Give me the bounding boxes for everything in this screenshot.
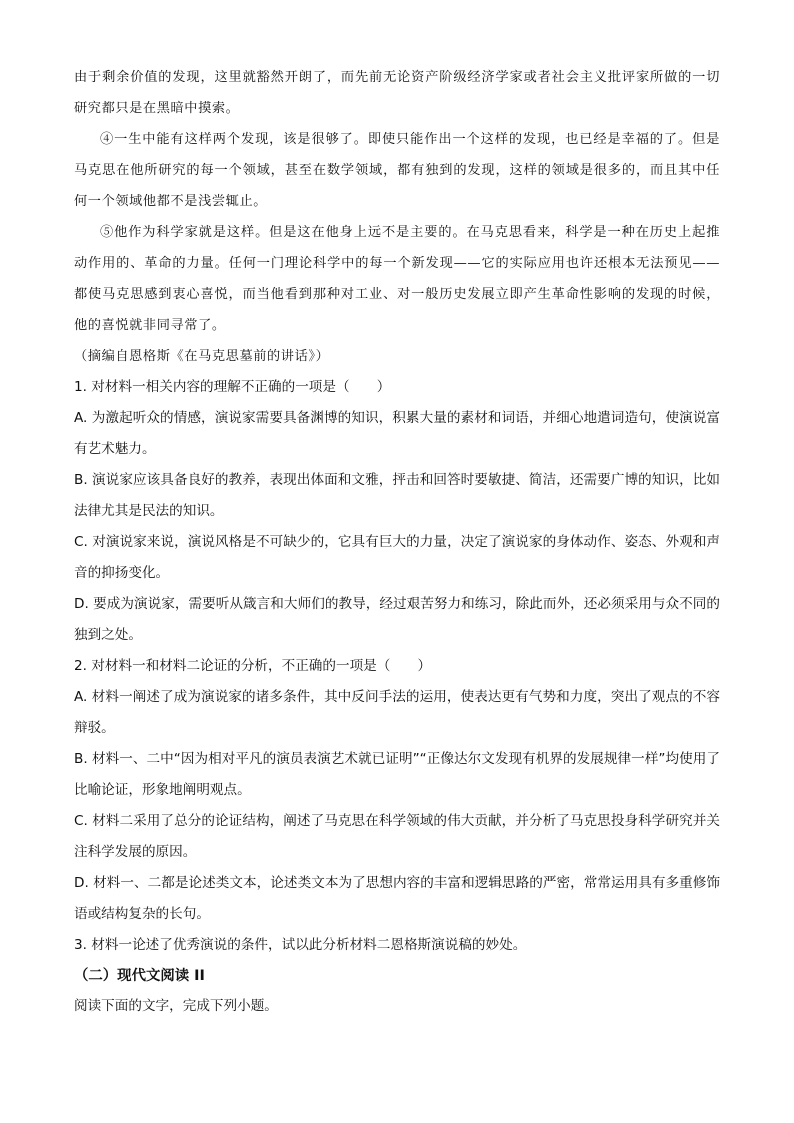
section-instruction: 阅读下面的文字，完成下列小题。	[74, 998, 278, 1014]
question-2-stem: 2. 对材料一和材料二论证的分析，不正确的一项是（ ）	[74, 658, 432, 674]
question-1-option-d: D. 要成为演说家，需要听从箴言和大师们的教导，经过艰苦努力和练习，除此而外，还必须采用与众不同的独到之处。	[74, 596, 720, 643]
question-1-option-c: C. 对演说家来说，演说风格是不可缺少的，它具有巨大的力量，决定了演说家的身体动作、姿态、外观和声音的抑扬变化。	[74, 534, 720, 581]
passage-paragraph-1: 由于剩余价值的发现，这里就豁然开朗了，而先前无论资产阶级经济学家或者社会主义批评家所做的一切研究都只是在黑暗中摸索。	[74, 70, 720, 116]
question-1-option-b: B. 演说家应该具备良好的教养，表现出体面和文雅，抨击和回答时要敏捷、简洁，还需要广博的知识，比如法律尤其是民法的知识。	[74, 472, 720, 519]
question-list	[74, 372, 720, 961]
passage-paragraph-5: ⑤他作为科学家就是这样。但是这在他身上远不是主要的。在马克思看来，科学是一种在历史上起推动作用的、革命的力量。任何一门理论科学中的每一个新发现——它的实际应用也许还根本无法预见——都使马克思感到衷心喜悦，而当他看到那种对工业、对一般历史发展立即产生革命性影响的发现的时候，他的喜悦就非同寻常了。	[74, 225, 720, 333]
reading-passage	[74, 62, 720, 372]
question-2-option-d: D. 材料一、二都是论述类文本，论述类文本为了思想内容的丰富和逻辑思路的严密，常常运用具有多重修饰语或结构复杂的长句。	[74, 875, 720, 922]
question-1-stem: 1. 对材料一相关内容的理解不正确的一项是（ ）	[74, 379, 391, 395]
section-heading: （二）现代文阅读 II	[74, 968, 205, 984]
question-1-option-a: A. 为激起听众的情感，演说家需要具备渊博的知识，积累大量的素材和词语，并细心地遣词造句，使演说富有艺术魅力。	[74, 410, 720, 457]
passage-paragraph-4: ④一生中能有这样两个发现，该是很够了。即使只能作出一个这样的发现，也已经是幸福的了。但是马克思在他所研究的每一个领域，甚至在数学领域，都有独到的发现，这样的领域是很多的，而且其中任何一个领域他都不是浅尝辄止。	[74, 132, 720, 209]
question-2-option-c: C. 材料二采用了总分的论证结构，阐述了马克思在科学领域的伟大贡献，并分析了马克思投身科学研究并关注科学发展的原因。	[74, 813, 720, 860]
passage-source: （摘编自恩格斯《在马克思墓前的讲话》）	[74, 349, 330, 364]
question-2-option-b: B. 材料一、二中“因为相对平凡的演员表演艺术就已证明”“正像达尔文发现有机界的发展规律一样”均使用了比喻论证，形象地阐明观点。	[74, 751, 720, 798]
question-3-stem: 3. 材料一论述了优秀演说的条件，试以此分析材料二恩格斯演说稿的妙处。	[74, 937, 527, 953]
question-2-option-a: A. 材料一阐述了成为演说家的诸多条件，其中反问手法的运用，使表达更有气势和力度，突出了观点的不容辩驳。	[74, 689, 720, 736]
